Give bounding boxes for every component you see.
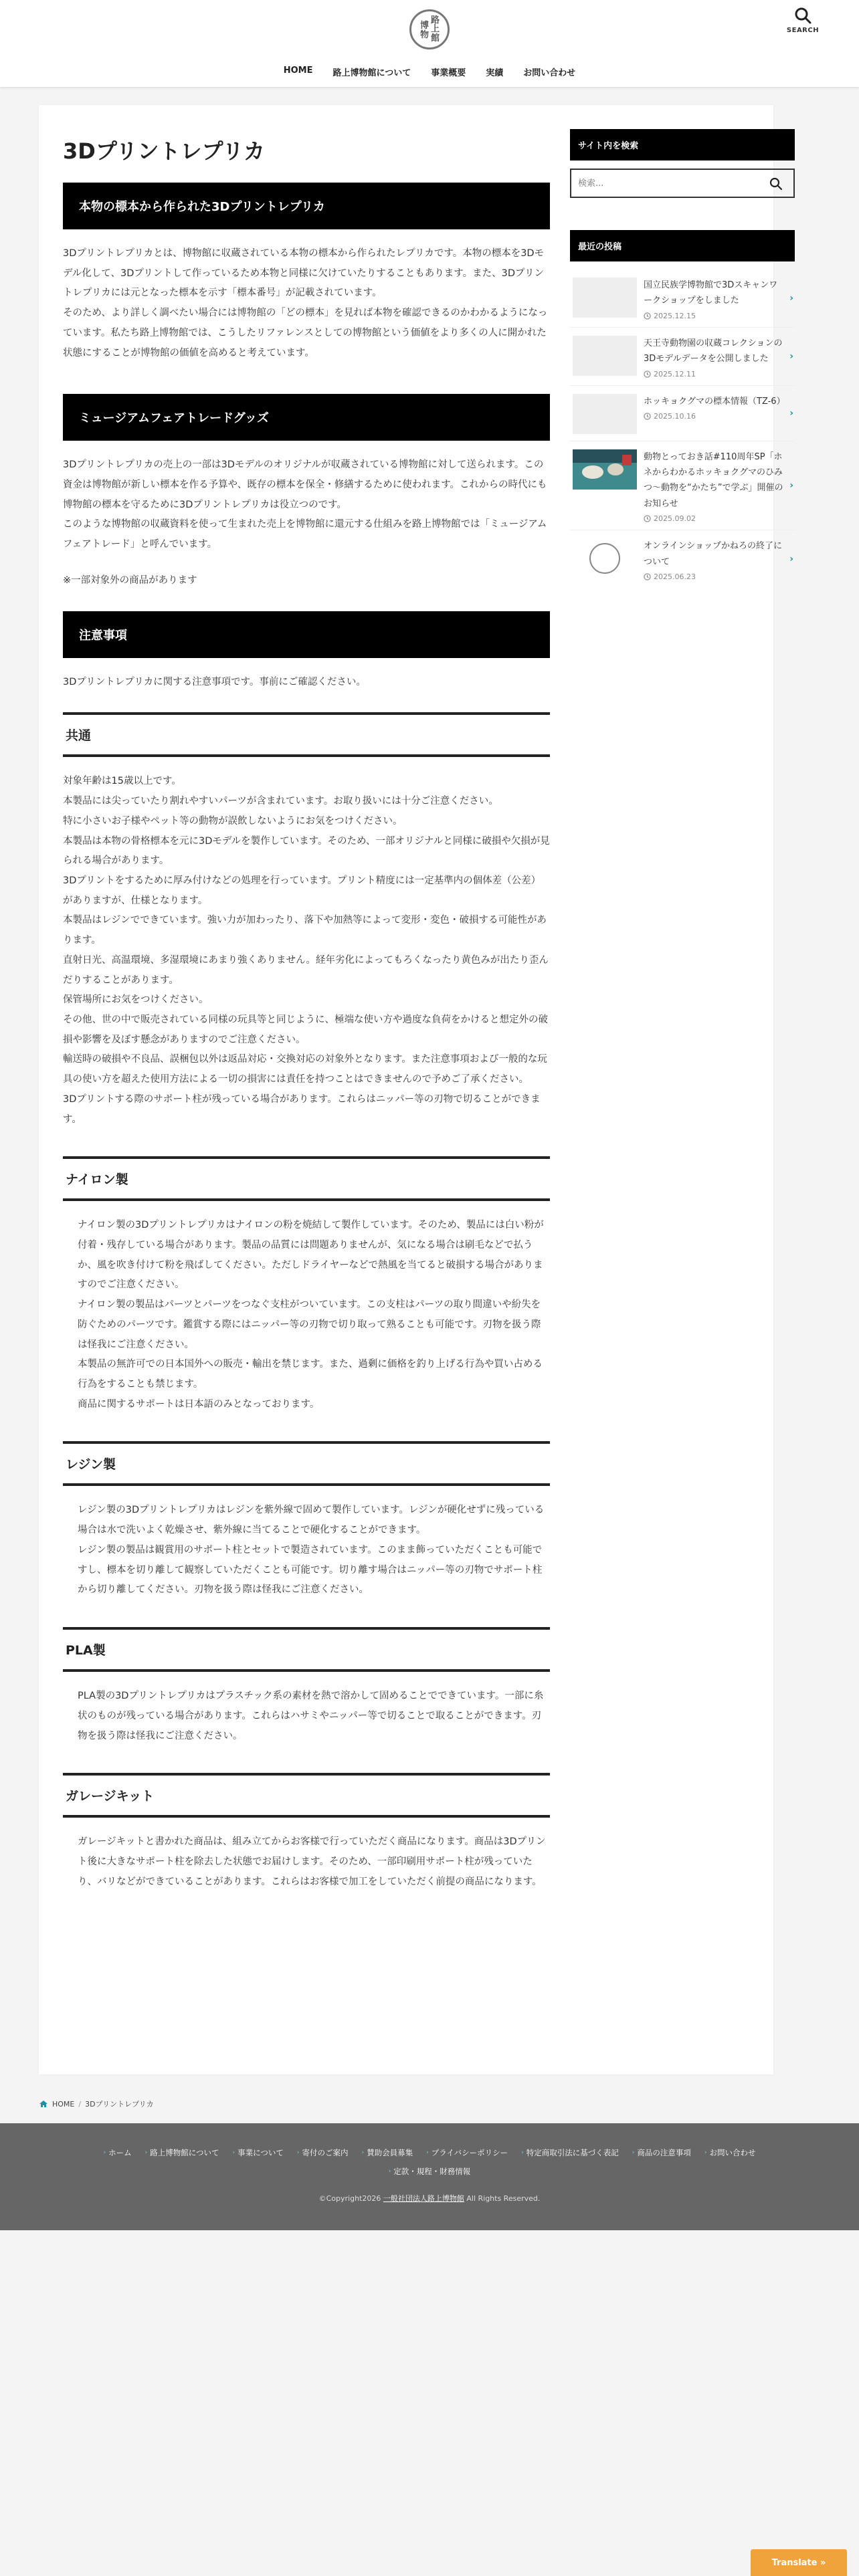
search-widget-title: サイト内を検索 bbox=[570, 129, 795, 160]
copyright bbox=[0, 2193, 859, 2204]
chevron-right-icon: › bbox=[521, 2149, 524, 2156]
footer-link-label: 賛助会員募集 bbox=[367, 2148, 413, 2157]
search-label: SEARCH bbox=[786, 27, 820, 34]
footer-link-label: 事業について bbox=[237, 2148, 284, 2157]
recent-posts-list bbox=[570, 270, 795, 588]
footer-link[interactable] bbox=[426, 2147, 508, 2158]
clock-icon bbox=[644, 573, 651, 580]
translate-label: Translate » bbox=[771, 2557, 826, 2568]
paragraph bbox=[63, 455, 550, 555]
home-icon bbox=[39, 2100, 48, 2108]
main-content bbox=[39, 105, 793, 2074]
chevron-right-icon: › bbox=[103, 2149, 106, 2156]
breadcrumb-separator: / bbox=[78, 2099, 82, 2109]
paragraph-line: その他、世の中で販売されている同様の玩具等と同じように、極端な使い方や過度な負荷をかけると想定外の破損や影響を及ぼす懸念がありますのでご注意ください。 bbox=[63, 1014, 548, 1045]
chevron-right-icon: › bbox=[388, 2168, 391, 2175]
nav-about[interactable]: 路上博物館について bbox=[332, 68, 411, 78]
post-date bbox=[644, 412, 784, 421]
chevron-right-icon: › bbox=[361, 2149, 365, 2156]
logo-char: 博 bbox=[420, 21, 430, 31]
post-date-text: 2025.12.11 bbox=[654, 369, 696, 379]
breadcrumb-home[interactable]: HOME bbox=[52, 2099, 75, 2109]
post-date bbox=[644, 370, 784, 379]
paragraph bbox=[63, 1501, 550, 1600]
subsection-heading: レジン製 bbox=[63, 1441, 550, 1486]
copyright-prefix: ©Copyright2026 bbox=[318, 2194, 381, 2203]
recent-post-item[interactable] bbox=[570, 530, 795, 588]
paragraph bbox=[63, 1687, 550, 1746]
subsection-heading: ガレージキット bbox=[63, 1773, 550, 1818]
search-input[interactable] bbox=[571, 170, 752, 197]
paragraph bbox=[63, 1216, 550, 1414]
chevron-right-icon: › bbox=[789, 350, 793, 362]
breadcrumb bbox=[39, 2099, 154, 2109]
chevron-right-icon: › bbox=[789, 554, 793, 565]
post-title: 国立民族学博物館で3Dスキャンワークショップをしました bbox=[644, 280, 778, 306]
paragraph-line: 3Dプリントレプリカの売上の一部は3Dモデルのオリジナルが収蔵されている博物館に対して送られます。この資金は博物館が新しい標本を作る予算や、既存の標本を保全・修繕するために使われます。これからの時代にも博物館の標本を守るために3Dプリントレプリカは役立つのです。 bbox=[63, 459, 547, 510]
site-footer bbox=[0, 2123, 859, 2230]
search-icon[interactable] bbox=[769, 177, 783, 191]
post-date-text: 2025.09.02 bbox=[654, 514, 696, 524]
chevron-right-icon: › bbox=[632, 2149, 635, 2156]
clock-icon bbox=[644, 312, 651, 320]
subsection-heading: PLA製 bbox=[63, 1627, 550, 1672]
sidebar-search bbox=[570, 169, 795, 198]
site-header bbox=[0, 0, 859, 87]
global-nav bbox=[0, 66, 859, 82]
section-heading: 注意事項 bbox=[63, 611, 550, 658]
paragraph-line: 直射日光、高温環境、多湿環境にあまり強くありません。経年劣化によってもろくなったり黄色みが出たり歪んだりすることがあります。 bbox=[63, 954, 549, 986]
polar-bear-photo bbox=[573, 449, 637, 490]
paragraph-line: 3Dプリントする際のサポート柱が残っている場合があります。これらはニッパー等の刃物で切ることができます。 bbox=[63, 1093, 541, 1125]
post-thumbnail bbox=[573, 336, 637, 376]
nav-works[interactable]: 実績 bbox=[486, 68, 504, 78]
nav-business[interactable]: 事業概要 bbox=[431, 68, 466, 78]
footer-link[interactable] bbox=[521, 2147, 619, 2158]
paragraph-line: ナイロン製の製品はパーツとパーツをつなぐ支柱がついています。この支柱はパーツの取り間違いや紛失を防ぐためのパーツです。鑑賞する際にはニッパー等の刃物で切り取って熟ることも可能です。刃物を扱う際は怪我にご注意ください。 bbox=[78, 1299, 541, 1350]
copyright-org-link[interactable]: 一般社団法人路上博物館 bbox=[383, 2194, 464, 2203]
paragraph bbox=[63, 244, 550, 363]
recent-post-item[interactable] bbox=[570, 328, 795, 386]
footer-link[interactable] bbox=[145, 2147, 219, 2158]
post-title: ホッキョクグマの標本情報（TZ-6） bbox=[644, 396, 785, 407]
paragraph-line: 輸送時の破損や不良品、誤梱包以外は返品対応・交換対応の対象外となります。また注意事項および一般的な玩具の使い方を超えた使用方法による一切の損害には責任を持つことはできませんので予めご了承ください。 bbox=[63, 1054, 547, 1085]
page-title: 3Dプリントレプリカ bbox=[63, 138, 265, 164]
paragraph-line: 3Dプリントをするために厚み付けなどの処理を行っています。プリント精度には一定基準内の個体差（公差）がありますが、仕様となります。 bbox=[63, 875, 541, 906]
logo-char: 館 bbox=[431, 33, 440, 43]
search-icon bbox=[794, 7, 812, 24]
post-thumbnail-photo bbox=[573, 449, 637, 490]
post-date-text: 2025.06.23 bbox=[654, 572, 696, 581]
paragraph-line: このような博物館の収蔵資料を使って生まれた売上を博物館に還元する仕組みを路上博物館では「ミュージアムフェアトレード」と呼んでいます。 bbox=[63, 519, 547, 550]
paragraph-line: 本製品はレジンでできています。強い力が加わったり、落下や加熱等によって変形・変色・破損する可能性があります。 bbox=[63, 915, 547, 946]
footer-link-label: 寄付のご案内 bbox=[302, 2148, 349, 2157]
footer-link-label: 商品の注意事項 bbox=[637, 2148, 691, 2157]
footer-link[interactable] bbox=[233, 2147, 284, 2158]
post-date-text: 2025.12.15 bbox=[654, 311, 696, 320]
clock-icon bbox=[644, 413, 651, 420]
recent-posts-title: 最近の投稿 bbox=[570, 230, 795, 261]
paragraph-line: 保管場所にお気をつけください。 bbox=[63, 994, 209, 1006]
note-text: ※一部対象外の商品があります bbox=[63, 574, 197, 586]
footer-link-label: ホーム bbox=[108, 2148, 132, 2157]
chevron-right-icon: › bbox=[145, 2149, 148, 2156]
paragraph-line: ナイロン製の3Dプリントレプリカはナイロンの粉を焼結して製作しています。そのため、製品には白い粉が付着・残存している場合があります。製品の品質には問題ありませんが、気になる場合は刷毛などで払うか、風を吹き付けて粉を飛ばしてください。ただしドライヤーなどで熱風を当てると破損する場合がありますのでご注意ください。 bbox=[78, 1220, 544, 1291]
recent-post-item[interactable] bbox=[570, 386, 795, 441]
clock-icon bbox=[644, 370, 651, 378]
nav-home[interactable]: HOME bbox=[283, 66, 313, 76]
footer-link-label: 定款・規程・財務情報 bbox=[393, 2167, 471, 2176]
footer-link[interactable] bbox=[632, 2147, 691, 2158]
logo-mark bbox=[415, 15, 444, 44]
subsection-heading: 共通 bbox=[63, 712, 550, 757]
chevron-right-icon: › bbox=[426, 2149, 429, 2156]
subsection-heading: ナイロン製 bbox=[63, 1156, 550, 1201]
footer-link-label: 特定商取引法に基づく表記 bbox=[526, 2148, 619, 2157]
footer-link[interactable] bbox=[362, 2147, 413, 2158]
footer-link[interactable] bbox=[297, 2147, 349, 2158]
footer-link[interactable] bbox=[104, 2147, 132, 2158]
footer-link-label: プライバシーポリシー bbox=[431, 2148, 508, 2157]
paragraph-line: 3Dプリントレプリカとは、博物館に収蔵されている本物の標本から作られたレプリカです。本物の標本を3Dモデル化して、3Dプリントして作っているため本物と同様に欠けていたりすることもあります。また、3Dプリントレプリカには元となった標本を示す「標本番号」が記載されています。 bbox=[63, 248, 545, 299]
footer-link-label: お問い合わせ bbox=[709, 2148, 756, 2157]
post-thumbnail bbox=[573, 538, 637, 578]
paragraph-line: レジン製の3Dプリントレプリカはレジンを紫外線で固めて製作しています。レジンが硬化せずに残っている場合は水で洗いよく乾燥させ、紫外線に当てることで硬化することができます。 bbox=[78, 1505, 545, 1536]
paragraph-line: レジン製の製品は観賞用のサポート柱とセットで製造されています。このまま飾っていただくことも可能ですし、標本を切り離して観察していただくことも可能です。切り離す場合はニッパー等の刃物でサポート柱から切り離してください。刃物を扱う際は怪我にご注意ください。 bbox=[78, 1544, 543, 1596]
header-search-button[interactable] bbox=[788, 7, 818, 37]
post-date-text: 2025.10.16 bbox=[654, 411, 696, 421]
chevron-right-icon: › bbox=[789, 479, 793, 491]
paragraph-line: 特に小さいお子様やペット等の動物が誤飲しないようにお気をつけください。 bbox=[63, 815, 403, 827]
translate-button[interactable] bbox=[751, 2549, 847, 2576]
footer-link[interactable] bbox=[389, 2166, 471, 2177]
paragraph-line: 本製品の無許可での日本国外への販売・輸出を禁じます。また、過剰に価格を釣り上げる行為や買い占める行為をすることも禁じます。 bbox=[78, 1359, 543, 1390]
post-date bbox=[644, 514, 784, 523]
post-date bbox=[644, 572, 784, 581]
breadcrumb-current: 3Dプリントレプリカ bbox=[85, 2100, 154, 2109]
recent-post-item[interactable] bbox=[570, 441, 795, 531]
recent-post-item[interactable] bbox=[570, 270, 795, 328]
post-thumbnail bbox=[573, 278, 637, 318]
clock-icon bbox=[644, 515, 651, 522]
chevron-right-icon: › bbox=[789, 292, 793, 304]
post-title: 動物とっておき話#110周年SP「ホネからわかるホッキョクグマのひみつ〜動物を“かたち”で学ぶ」開催のお知らせ bbox=[644, 451, 783, 509]
nav-contact[interactable]: お問い合わせ bbox=[523, 68, 576, 78]
chevron-right-icon: › bbox=[704, 2149, 707, 2156]
paragraph-line: ガレージキットと書かれた商品は、組み立てからお客様で行っていただく商品になります。商品は3Dプリント後に大きなサポート柱を除去した状態でお届けします。そのため、一部印刷用サポート柱が残っていたり、バリなどができていることがあります。これらはお客様で加工をしていただく前提の商品になります。 bbox=[78, 1836, 546, 1887]
logo-char: 路 bbox=[431, 15, 440, 25]
sidebar bbox=[570, 129, 795, 588]
logo-char: 上 bbox=[431, 24, 440, 34]
logo-thumbnail-icon bbox=[589, 543, 620, 574]
paragraph-line: PLA製の3Dプリントレプリカはプラスチック系の素材を熱で溶かして固めることでできています。一部に糸状のものが残っている場合があります。これらはハサミやニッパー等で切ることで取ることができます。刃物を扱う際は怪我にご注意ください。 bbox=[78, 1691, 544, 1741]
footer-link-label: 路上博物館について bbox=[150, 2148, 219, 2157]
post-title: オンラインショップかねろの終了について bbox=[644, 541, 783, 567]
post-thumbnail bbox=[573, 394, 637, 434]
chevron-right-icon: › bbox=[789, 407, 793, 419]
chevron-right-icon: › bbox=[296, 2149, 300, 2156]
paragraph: 3Dプリントレプリカに関する注意事項です。事前にご確認ください。 bbox=[63, 676, 366, 687]
paragraph-line: そのため、より詳しく調べたい場合には博物館の「どの標本」を見れば本物を確認できるのかわかるようになっています。私たち路上博物館では、こうしたリファレンスとしての博物館という価値をより多くの人に開かれた状態にすることが博物館の価値を高めると考えています。 bbox=[63, 308, 548, 358]
chevron-right-icon: › bbox=[232, 2149, 235, 2156]
paragraph-line: 本製品は本物の骨格標本を元に3Dモデルを製作しています。そのため、一部オリジナルと同様に破損や欠損が見られる場合があります。 bbox=[63, 835, 550, 867]
section-heading: 本物の標本から作られた3Dプリントレプリカ bbox=[63, 183, 550, 229]
logo-char: 物 bbox=[420, 30, 430, 40]
post-date bbox=[644, 312, 784, 320]
paragraph-line: 商品に関するサポートは日本語のみとなっております。 bbox=[78, 1398, 320, 1410]
footer-nav bbox=[60, 2147, 799, 2177]
section-heading: ミュージアムフェアトレードグッズ bbox=[63, 394, 550, 441]
paragraph bbox=[63, 772, 550, 1130]
article bbox=[63, 132, 550, 1908]
copyright-suffix: All Rights Reserved. bbox=[466, 2194, 541, 2203]
paragraph bbox=[63, 1832, 550, 1892]
paragraph-line: 対象年齢は15歳以上です。 bbox=[63, 776, 181, 787]
paragraph-line: 本製品には尖っていたり割れやすいパーツが含まれています。お取り扱いには十分ご注意ください。 bbox=[63, 796, 498, 807]
footer-link[interactable] bbox=[704, 2147, 756, 2158]
post-title: 天王寺動物園の収蔵コレクションの3Dモデルデータを公開しました bbox=[644, 338, 783, 364]
site-logo[interactable] bbox=[409, 9, 450, 49]
